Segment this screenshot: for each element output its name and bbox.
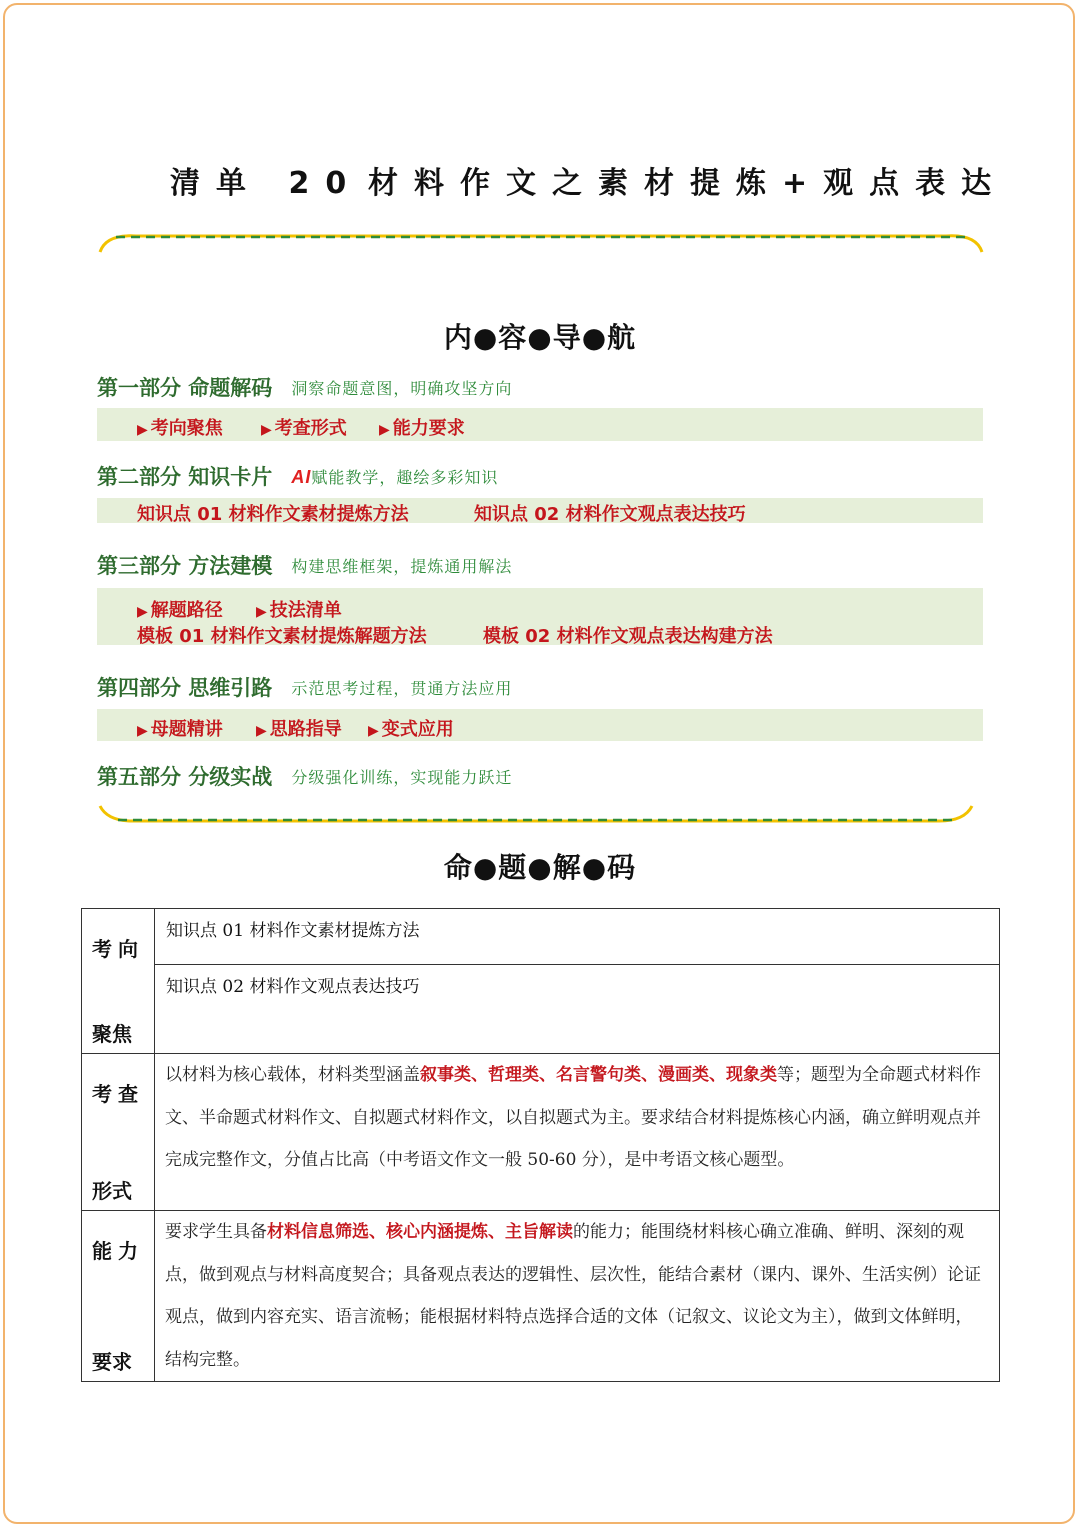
part-1-band <box>97 408 983 441</box>
kaocha-content: 以材料为核心载体，材料类型涵盖叙事类、哲理类、名言警句类、漫画类、现象类等；题型为全命题式材料作文、半命题式材料作文、自拟题式材料作文，以自拟题式为主。要求结合材料提炼核心内涵，确立鲜明观点并完成完整作文，分值占比高（中考语文作文一般 50-60 分），是中考语文核心题型。 <box>155 1054 1000 1211</box>
part-5-row <box>97 761 512 795</box>
kaoxiang-item-1: 知识点 01 材料作文素材提炼方法 <box>155 909 1000 965</box>
part-3-desc: 构建思维框架，提炼通用解法 <box>291 556 513 576</box>
decode-heading: 命●题●解●码 <box>443 851 637 884</box>
tag-nengli[interactable]: ▶ 能力要求 <box>379 418 465 439</box>
label-nengli: 能力 要求 <box>82 1211 155 1382</box>
tag-kaocha[interactable]: ▶ 考查形式 <box>261 418 347 439</box>
tag-knowledge-1[interactable]: 知识点 01 材料作文素材提炼方法 <box>137 504 409 525</box>
tag-jifa[interactable]: ▶ 技法清单 <box>256 600 342 621</box>
part-4-label: 第四部分 思维引路 <box>97 676 273 700</box>
part-2-row <box>97 461 498 495</box>
title-underline-decoration <box>96 228 986 258</box>
tag-knowledge-2[interactable]: 知识点 02 材料作文观点表达技巧 <box>474 504 746 525</box>
part-4-desc: 示范思考过程，贯通方法应用 <box>291 678 513 698</box>
part-2-desc: AI赋能教学，趣绘多彩知识 <box>291 466 499 487</box>
part-5-desc: 分级强化训练，实现能力跃迁 <box>291 767 513 787</box>
decode-table <box>81 908 1000 1382</box>
label-kaocha: 考查 形式 <box>82 1054 155 1211</box>
part-2-band <box>97 498 983 523</box>
tag-kaoxiang[interactable]: ▶ 考向聚焦 <box>137 418 223 439</box>
nav-underline-decoration <box>96 800 986 830</box>
part-3-label: 第三部分 方法建模 <box>97 554 273 578</box>
ai-mark: AI <box>291 466 312 487</box>
tag-jieti[interactable]: ▶ 解题路径 <box>137 600 223 621</box>
part-4-band <box>97 709 983 741</box>
part-5-label: 第五部分 分级实战 <box>97 765 273 789</box>
part-4-row <box>97 672 512 706</box>
page-title <box>0 158 1080 206</box>
tag-template-2[interactable]: 模板 02 材料作文观点表达构建方法 <box>483 626 773 647</box>
nengli-content: 要求学生具备材料信息筛选、核心内涵提炼、主旨解读的能力；能围绕材料核心确立准确、鲜明、深刻的观点，做到观点与材料高度契合；具备观点表达的逻辑性、层次性，能结合素材（课内、课外、生活实例）论证观点，做到内容充实、语言流畅；能根据材料特点选择合适的文体（记叙文、议论文为主），做到文体鲜明，结构完整。 <box>155 1211 1000 1382</box>
part-3-row <box>97 550 512 584</box>
title-text: 材料作文之素材提炼+观点表达 <box>368 166 1008 201</box>
label-kaoxiang: 考向 聚焦 <box>82 909 155 1054</box>
part-3-band <box>97 588 983 645</box>
kaoxiang-item-2: 知识点 02 材料作文观点表达技巧 <box>155 965 1000 1054</box>
nav-heading: 内●容●导●航 <box>443 321 637 354</box>
tag-silu[interactable]: ▶ 思路指导 <box>256 719 342 740</box>
title-number: 清单 20 <box>170 166 363 201</box>
tag-muti[interactable]: ▶ 母题精讲 <box>137 719 223 740</box>
part-2-label: 第二部分 知识卡片 <box>97 465 273 489</box>
part-1-label: 第一部分 命题解码 <box>97 376 273 400</box>
part-1-row <box>97 372 512 406</box>
tag-template-1[interactable]: 模板 01 材料作文素材提炼解题方法 <box>137 626 427 647</box>
part-1-desc: 洞察命题意图，明确攻坚方向 <box>291 378 513 398</box>
tag-bianshi[interactable]: ▶ 变式应用 <box>368 719 454 740</box>
